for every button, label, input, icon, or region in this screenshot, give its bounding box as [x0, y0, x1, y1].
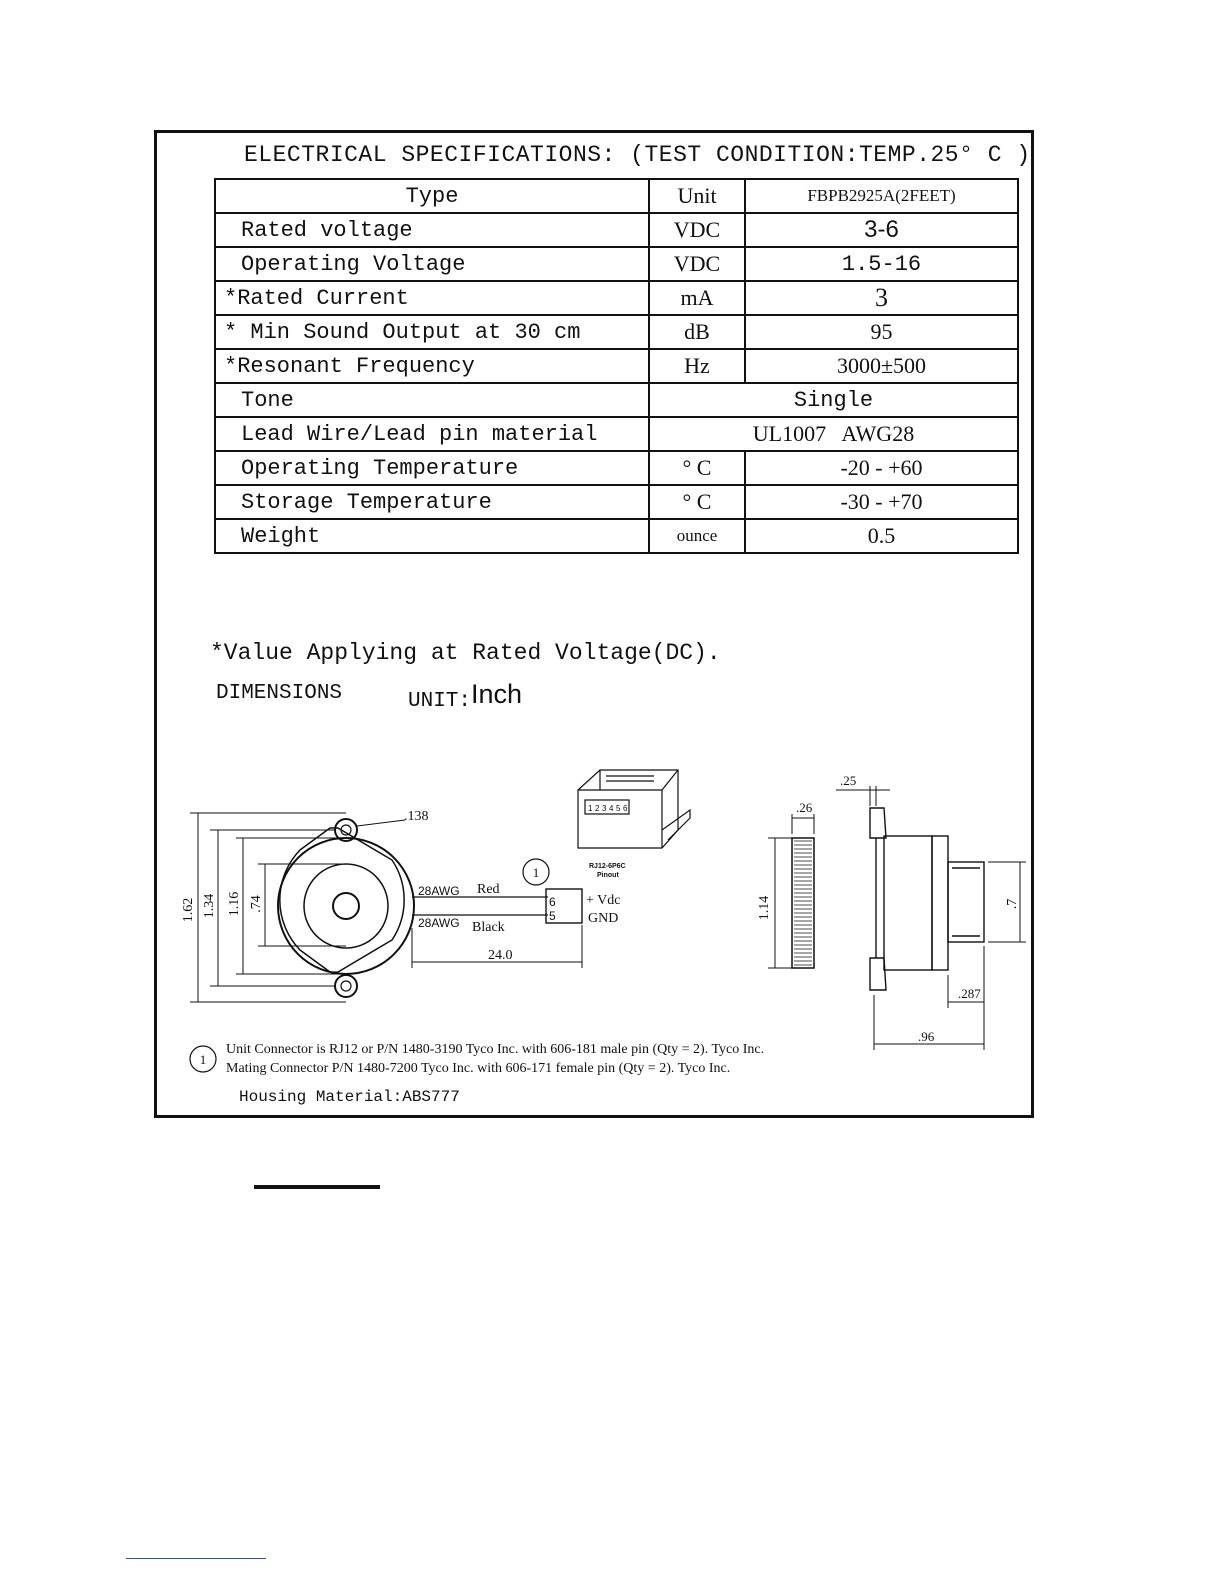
footnote-callout-number: 1: [199, 1052, 207, 1067]
dim-74: .74: [249, 895, 264, 913]
unit-cell: ° C: [649, 485, 745, 519]
dim-138: .138: [404, 809, 429, 824]
rj-label-2: Pinout: [597, 872, 619, 879]
gnd-label: GND: [588, 911, 619, 926]
value-cell: 0.5: [745, 519, 1018, 553]
dim-96: .96: [918, 1029, 935, 1044]
rj-pin-6: 6: [623, 804, 628, 813]
rj-pin-3: 3: [602, 804, 607, 813]
side-dimension-lines: [836, 786, 1026, 1050]
wire-black-label: Black: [472, 920, 505, 935]
rj-pin-numbers: [588, 804, 628, 813]
length-label: 24.0: [488, 948, 513, 963]
footnote-line-2: Mating Connector P/N 1480-7200 Tyco Inc. with 606-171 female pin (Qty = 2). Tyco Inc.: [226, 1061, 731, 1076]
value-cell: -20 - +60: [745, 451, 1018, 485]
value-cell: 3-6: [745, 213, 1018, 247]
header-unit: Unit: [649, 179, 745, 213]
dim-162: 1.62: [181, 897, 196, 923]
header-model: FBPB2925A(2FEET): [745, 179, 1018, 213]
rj-pin-5: 5: [616, 804, 621, 813]
param-cell: * Min Sound Output at 30 cm: [215, 315, 649, 349]
spec-title: ELECTRICAL SPECIFICATIONS: (TEST CONDITION:TEMP.25° C ): [244, 142, 1031, 168]
dim-7: .7: [1005, 898, 1020, 910]
unit-cell: ° C: [649, 451, 745, 485]
pin-5-label: 5: [549, 909, 556, 923]
param-cell: *Rated Current: [215, 281, 649, 315]
param-cell: Operating Voltage: [215, 247, 649, 281]
wire-gauge-2: 28AWG: [418, 916, 460, 930]
rj-pin-2: 2: [595, 804, 600, 813]
unit-cell: Hz: [649, 349, 745, 383]
knurl-lines: [794, 841, 812, 965]
footer-rule: [126, 1558, 266, 1559]
callout-number: 1: [532, 865, 540, 880]
param-cell: *Resonant Frequency: [215, 349, 649, 383]
footnote-line-1: Unit Connector is RJ12 or P/N 1480-3190 Tyco Inc. with 606-181 male pin (Qty = 2). Tyco Inc.: [226, 1042, 765, 1057]
value-cell: 3: [745, 281, 1018, 315]
rated-voltage-note: *Value Applying at Rated Voltage(DC).: [210, 640, 721, 666]
value-cell: 95: [745, 315, 1018, 349]
rj-pin-4: 4: [609, 804, 614, 813]
unit-cell: ounce: [649, 519, 745, 553]
param-cell: Lead Wire/Lead pin material: [215, 417, 649, 451]
dim-114: 1.14: [757, 895, 772, 921]
param-cell: Rated voltage: [215, 213, 649, 247]
horizontal-rule: [254, 1185, 380, 1189]
unit-cell: VDC: [649, 247, 745, 281]
vdc-label: + Vdc: [586, 893, 621, 908]
value-cell: Single: [649, 383, 1018, 417]
dim-25: .25: [840, 773, 857, 788]
buzzer-side-view-2: [870, 808, 984, 990]
dim-134: 1.34: [202, 893, 217, 919]
param-cell: Operating Temperature: [215, 451, 649, 485]
value-cell: UL1007 AWG28: [649, 417, 1018, 451]
header-type: Type: [215, 179, 649, 213]
unit-cell: mA: [649, 281, 745, 315]
wire-gauge-1: 28AWG: [418, 884, 460, 898]
rj-label-1: RJ12-6P6C: [589, 863, 626, 870]
param-cell: Storage Temperature: [215, 485, 649, 519]
buzzer-front-view: [278, 819, 582, 997]
dim-116: 1.16: [227, 891, 242, 917]
unit-cell: dB: [649, 315, 745, 349]
param-cell: Tone: [215, 383, 649, 417]
housing-material: Housing Material:ABS777: [239, 1088, 460, 1106]
value-cell: 3000±500: [745, 349, 1018, 383]
value-cell: -30 - +70: [745, 485, 1018, 519]
unit-label: UNIT:: [408, 690, 472, 713]
unit-value: Inch: [471, 679, 523, 709]
value-cell: 1.5-16: [745, 247, 1018, 281]
unit-cell: VDC: [649, 213, 745, 247]
wire-red-label: Red: [477, 882, 500, 897]
rj-pin-1: 1: [588, 804, 593, 813]
pin-6-label: 6: [549, 895, 556, 909]
dim-26: .26: [796, 800, 813, 815]
param-cell: Weight: [215, 519, 649, 553]
dimensions-label: DIMENSIONS: [216, 682, 343, 705]
dim-287: .287: [958, 986, 981, 1001]
